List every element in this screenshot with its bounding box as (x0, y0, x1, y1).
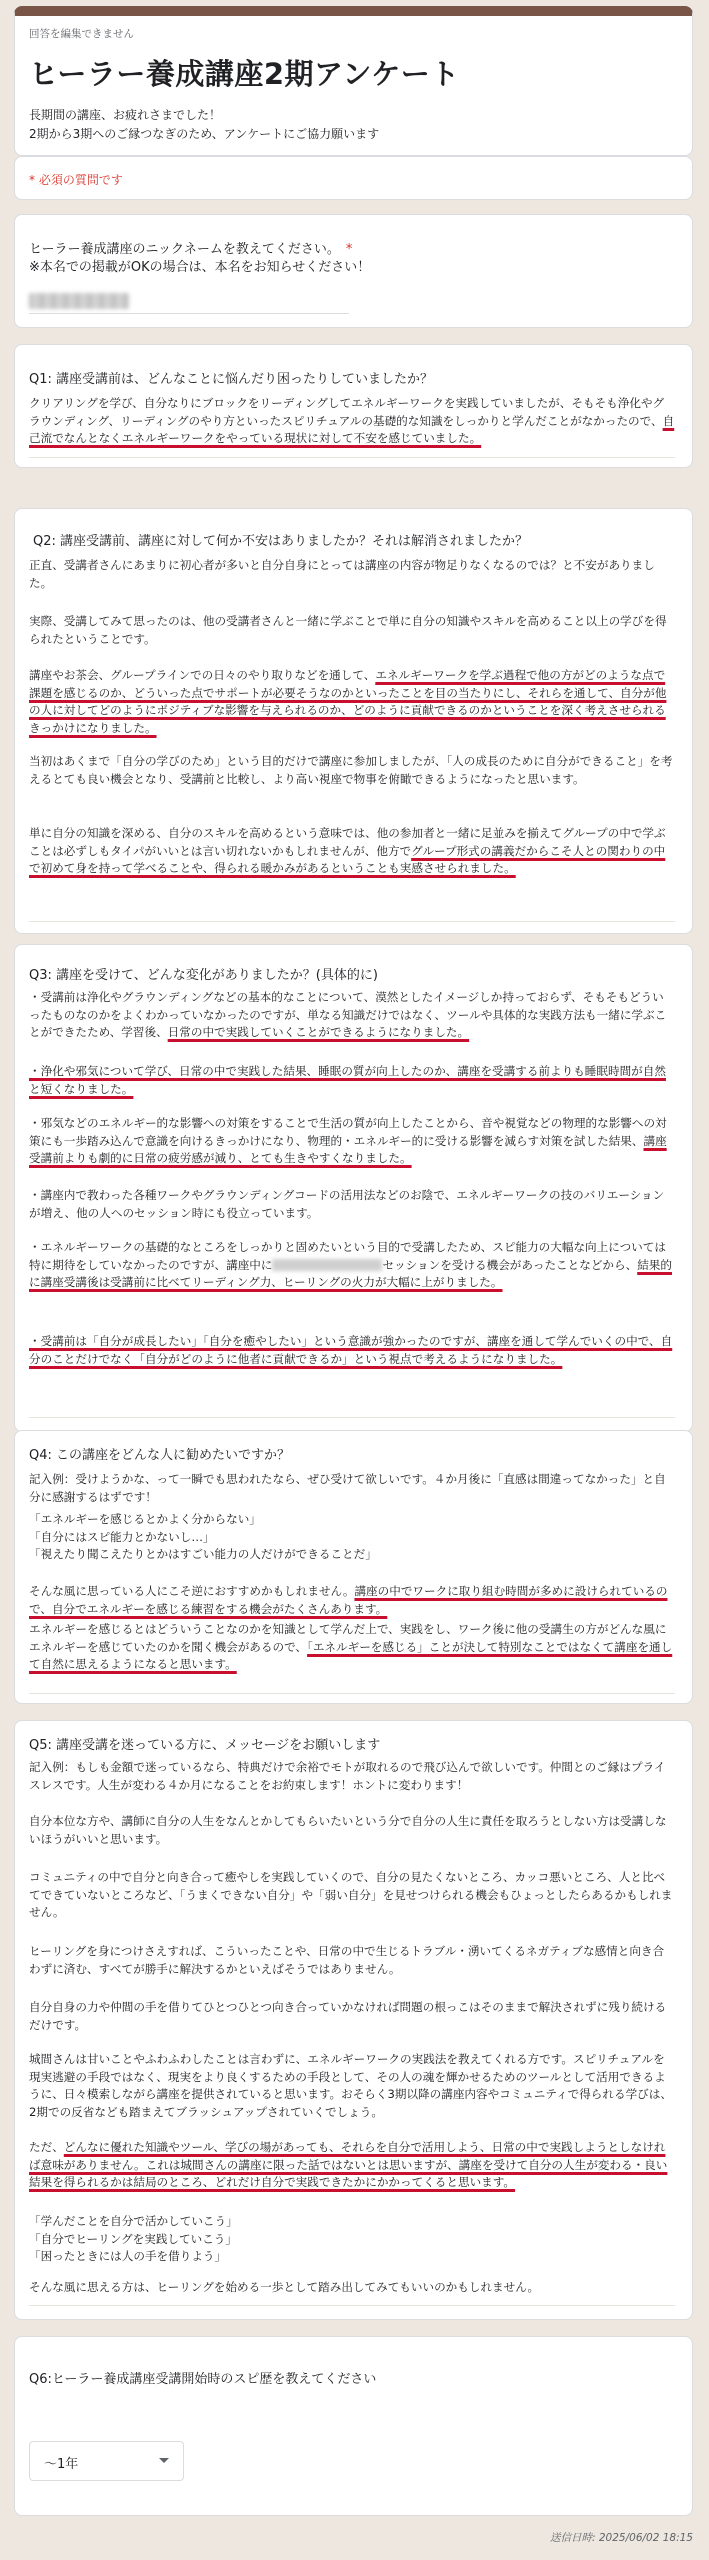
answer-text: 「学んだことを自分で活かしていこう」 「自分でヒーリングを実践していこう」 「困ったときには人の手を借りよう」 (29, 2214, 238, 2263)
select-value: 〜1年 (44, 2457, 79, 2472)
answer-text: ヒーリングを身につけさえすれば、こういったことや、日常の中で生じるトラブル・湧いてくるネガティブな感情と向き合わずに済む、すべてが勝手に解決するかといえばそうではありません。 (29, 1944, 665, 1976)
answer-underline (29, 1693, 675, 1694)
highlighted-text: どんなに優れた知識やツール、学びの場があっても、それらを自分で活用しよう、日常の中で実践しようとしなければ意味がありません。これは城間さんの講座に限った話ではないとは思いますが、講座を受けて自分の人生が変わる・良い結果を得られるかは結局のところ、どれだけ自分で実践できたかにかかってくると思います。 (29, 2140, 668, 2189)
edit-notice: 回答を編集できません (29, 28, 134, 40)
question-card-q4 (14, 1430, 693, 1704)
answer-text: エネルギーを感じるとはどういうことなのかを知識として学んだ上で、実践をし、ワーク後に他の受講生の方がどんな風にエネルギーを感じていたのかを聞く機会があるので、「エネルギーを感じる」ことが決して特別なことではなくて講座を通して自然に思えるようになると思います。 (29, 1622, 673, 1671)
form-description-line: 2期から3期へのご縁つなぎのため、アンケートにご協力願います (29, 127, 380, 141)
required-note: * 必須の質問です (29, 173, 123, 187)
answer-text: 当初はあくまで「自分の学びのため」という目的だけで講座に参加しましたが、「人の成長のために自分ができること」を考えるとても良い機会となり、受講前と比較し、より高い視座で物事を俯瞰できるようになったと思います。 (29, 754, 673, 786)
question-card-q1 (14, 344, 693, 468)
highlighted-text: 「エネルギーを感じる」ことが決して特別なことではなくて講座を通して自然に思えるようになると思います。 (29, 1639, 673, 1671)
answer-text: ただ、どんなに優れた知識やツール、学びの場があっても、それらを自分で活用しよう、日常の中で実践しようとしなければ意味がありません。これは城間さんの講座に限った話ではないとは思いますが、講座を受けて自分の人生が変わる・良い結果を得られるかは結局のところ、どれだけ自分で実践できたかにかかってくると思います。 (29, 2140, 668, 2189)
question-card-nickname (14, 214, 693, 328)
form-description-line: 長期間の講座、お疲れさまでした！ (29, 108, 222, 122)
highlighted-text: 自己流でなんとなくエネルギーワークをやっている現状に対して不安を感じていました。 (29, 413, 675, 445)
form-description (29, 106, 379, 144)
answer-text: コミュニティの中で自分と向き合って癒やしを実践していくので、自分の見たくないところ、カッコ悪いところ、人と比べてできていないところなど、「うまくできない自分」や「弱い自分」を見せつけられる機会もひょっとしたらあるかもしれません。 (29, 1870, 673, 1919)
spi-history-select[interactable] (29, 2441, 184, 2481)
highlighted-text: ・浄化や邪気について学び、日常の中で実践した結果、睡眠の質が向上したのか、講座を受講する前よりも睡眠時間が自然と短くなりました。 (29, 1064, 666, 1096)
answer-text: ・講座内で教わった各種ワークやグラウンディングコードの活用法などのお陰で、エネルギーワークの技のバリエーションが増え、他の人へのセッション時にも役立っています。 (29, 1188, 665, 1220)
highlighted-text: グループ形式の講義だからこそ人との関わりの中で初めて身を持って学べることや、得られる暖かみがあるということも実感させられました。 (29, 843, 666, 875)
answer-text: 講座やお茶会、グループラインでの日々のやり取りなどを通して、エネルギーワークを学ぶ過程で他の方がどのような点で課題を感じるのか、どういった点でサポートが必要そうなのかといったことを目の当たりにし、それらを通して、自分が他の人に対してどのようにポジティブな影響を与えられるのか、どのように貢献できるのかということを深く考えさせられるきっかけになりました。 (29, 668, 667, 735)
form-header-card (14, 6, 693, 156)
answer-underline (29, 457, 675, 458)
answer-text: クリアリングを学び、自分なりにブロックをリーディングしてエネルギーワークを実践していましたが、そもそも浄化やグラウンディング、リーディングのやり方といったスピリチュアルの基礎的な知識をしっかりと学んだことがなかったので、自己流でなんとなくエネルギーワークをやっている現状に対して不安を感じていました。 (29, 396, 675, 445)
question-title: Q2: 講座受講前、講座に対して何か不安はありましたか？それは解消されましたか？ (33, 534, 529, 549)
question-title: Q4: この講座をどんな人に勧めたいですか？ (29, 1448, 291, 1463)
question-title: ヒーラー養成講座のニックネームを教えてください。 * ※本名での掲載がOKの場合は、本名をお知らせください！ (29, 242, 371, 275)
redacted-text (272, 1259, 382, 1271)
answer-text: ・邪気などのエネルギー的な影響への対策をすることで生活の質が向上したことから、音や視覚などの物理的な影響への対策にも一歩踏み込んで意識を向けるきっかけになり、物理的・エネルギー的に受ける影響を減らす対策を試した結果、講座受講前よりも劇的に日常の疲労感が減り、とても生きやすくなりました。 (29, 1116, 667, 1165)
answer-underline (29, 921, 675, 922)
question-title: Q3: 講座を受けて、どんな変化がありましたか？(具体的に) (29, 968, 378, 983)
dropdown-arrow-icon (159, 2458, 169, 2463)
answer-underline (29, 2305, 675, 2306)
answer-text: そんな風に思っている人にこそ逆におすすめかもしれません。講座の中でワークに取り組む時間が多めに設けられているので、自分でエネルギーを感じる練習をする機会がたくさんあります。 (29, 1584, 668, 1616)
answer-text (29, 1063, 675, 1098)
answer-text: 「エネルギーを感じるとかよく分からない」 「自分にはスピ能力とかないし…」 「視えたり聞こえたりとかはすごい能力の人だけができることだ」 (29, 1512, 377, 1561)
answer-text: 自分本位な方や、講師に自分の人生をなんとかしてもらいたいという分で自分の人生に責任を取ろうとしない方は受講しないほうがいいと思います。 (29, 1814, 667, 1846)
answer-text (29, 1333, 675, 1368)
required-mark: * (345, 242, 353, 257)
question-card-q3 (14, 944, 693, 1432)
required-note-card (14, 156, 693, 200)
highlighted-text: ・受講前は「自分が成長したい」「自分を癒やしたい」という意識が強かったのですが、講座を通して学んでいくの中で、自分のことだけでなく「自分がどのように他者に貢献できるか」という視点で考えるようになりました。 (29, 1334, 673, 1366)
form-title: ヒーラー養成講座2期アンケート (29, 57, 460, 91)
answer-text: 記入例：もしも金額で迷っているなら、特典だけで余裕でモトが取れるので飛び込んで欲しいです。仲間とのご縁はプライスレスです。人生が変わる４か月になることをお約束します！ホントに変わります！ (29, 1760, 666, 1792)
redacted-answer (29, 293, 129, 309)
answer-text: そんな風に思える方は、ヒーリングを始める一歩として踏み出してみてもいいのかもしれません。 (29, 2280, 540, 2294)
answer-text: 記入例：受けようかな、って一瞬でも思われたなら、ぜひ受けて欲しいです。４か月後に「直感は間違ってなかった」と自分に感謝するはずです！ (29, 1472, 666, 1504)
question-card-q5 (14, 1720, 693, 2320)
answer-text: 実際、受講してみて思ったのは、他の受講者さんと一緒に学ぶことで単に自分の知識やスキルを高めること以上の学びを得られたということです。 (29, 614, 667, 646)
question-card-q6 (14, 2336, 693, 2516)
highlighted-text: 日常の中で実践していくことができるようになりました。 (167, 1025, 470, 1039)
question-title: Q5: 講座受講を迷っている方に、メッセージをお願いします (29, 1738, 381, 1753)
answer-text: ・エネルギーワークの基礎的なところをしっかりと固めたいという目的で受講したため、スピ能力の大幅な向上については特に期待をしていなかったのですが、講座中に セッションを受ける機会があったことなどから、結果的に講座受講後は受講前に比べてリーディング力、ヒーリングの火力が大幅に上がりました。 (29, 1240, 672, 1289)
answer-underline (29, 313, 349, 314)
question-title: Q6:ヒーラー養成講座受講開始時のスピ歴を教えてください (29, 2372, 377, 2387)
answer-text: 城間さんは甘いことやふわふわしたことは言わずに、エネルギーワークの実践法を教えてくれる方です。スピリチュアルを現実逃避の手段ではなく、現実をより良くするための手段として、その人の魂を輝かせるためのツールとして活用できるように、日々模索しながら講座を提供されていると思います。おそらく3期以降の講座内容やコミュニティで得られる学びは、2期での反省なども踏まえてブラッシュアップされていくでしょう。 (29, 2052, 672, 2119)
answer-underline (29, 1417, 675, 1418)
highlighted-text: 講座受講前よりも劇的に日常の疲労感が減り、とても生きやすくなりました。 (29, 1133, 667, 1165)
submission-timestamp: 送信日時: 2025/06/02 18:15 (550, 2532, 693, 2544)
highlighted-text: エネルギーワークを学ぶ過程で他の方がどのような点で課題を感じるのか、どういった点でサポートが必要そうなのかといったことを目の当たりにし、それらを通して、自分が他の人に対してどのようにポジティブな影響を与えられるのか、どのように貢献できるのかということを深く考えさせられるきっかけになりました。 (29, 668, 667, 735)
highlighted-text: 講座の中でワークに取り組む時間が多めに設けられているので、自分でエネルギーを感じる練習をする機会がたくさんあります。 (29, 1584, 668, 1616)
answer-text: 単に自分の知識を深める、自分のスキルを高めるという意味では、他の参加者と一緒に足並みを揃えてグループの中で学ぶことは必ずしもタイパがいいとは言い切れないかもしれませんが、他方でグループ形式の講義だからこそ人との関わりの中で初めて身を持って学べることや、得られる暖かみがあるということも実感させられました。 (29, 826, 666, 875)
question-title: Q1: 講座受講前は、どんなことに悩んだり困ったりしていましたか？ (29, 372, 434, 387)
answer-text: 自分自身の力や仲間の手を借りてひとつひとつ向き合っていかなければ問題の根っこはそのままで解決されずに残り続けるだけです。 (29, 2000, 667, 2032)
answer-text: 正直、受講者さんにあまりに初心者が多いと自分自身にとっては講座の内容が物足りなくなるのでは？と不安がありました。 (29, 558, 655, 590)
highlighted-text: 結果的に講座受講後は受講前に比べてリーディング力、ヒーリングの火力が大幅に上がりました。 (29, 1257, 672, 1289)
answer-text: ・受講前は浄化やグラウンディングなどの基本的なことについて、漠然としたイメージしか持っておらず、そもそもどういったものなのかをよくわかっていなかったのですが、単なる知識だけではなく、ツールや具体的な実践方法も一緒に学ぶことができたため、学習後、日常の中で実践していくことができるようになりました。 (29, 990, 667, 1039)
question-card-q2 (14, 508, 693, 934)
